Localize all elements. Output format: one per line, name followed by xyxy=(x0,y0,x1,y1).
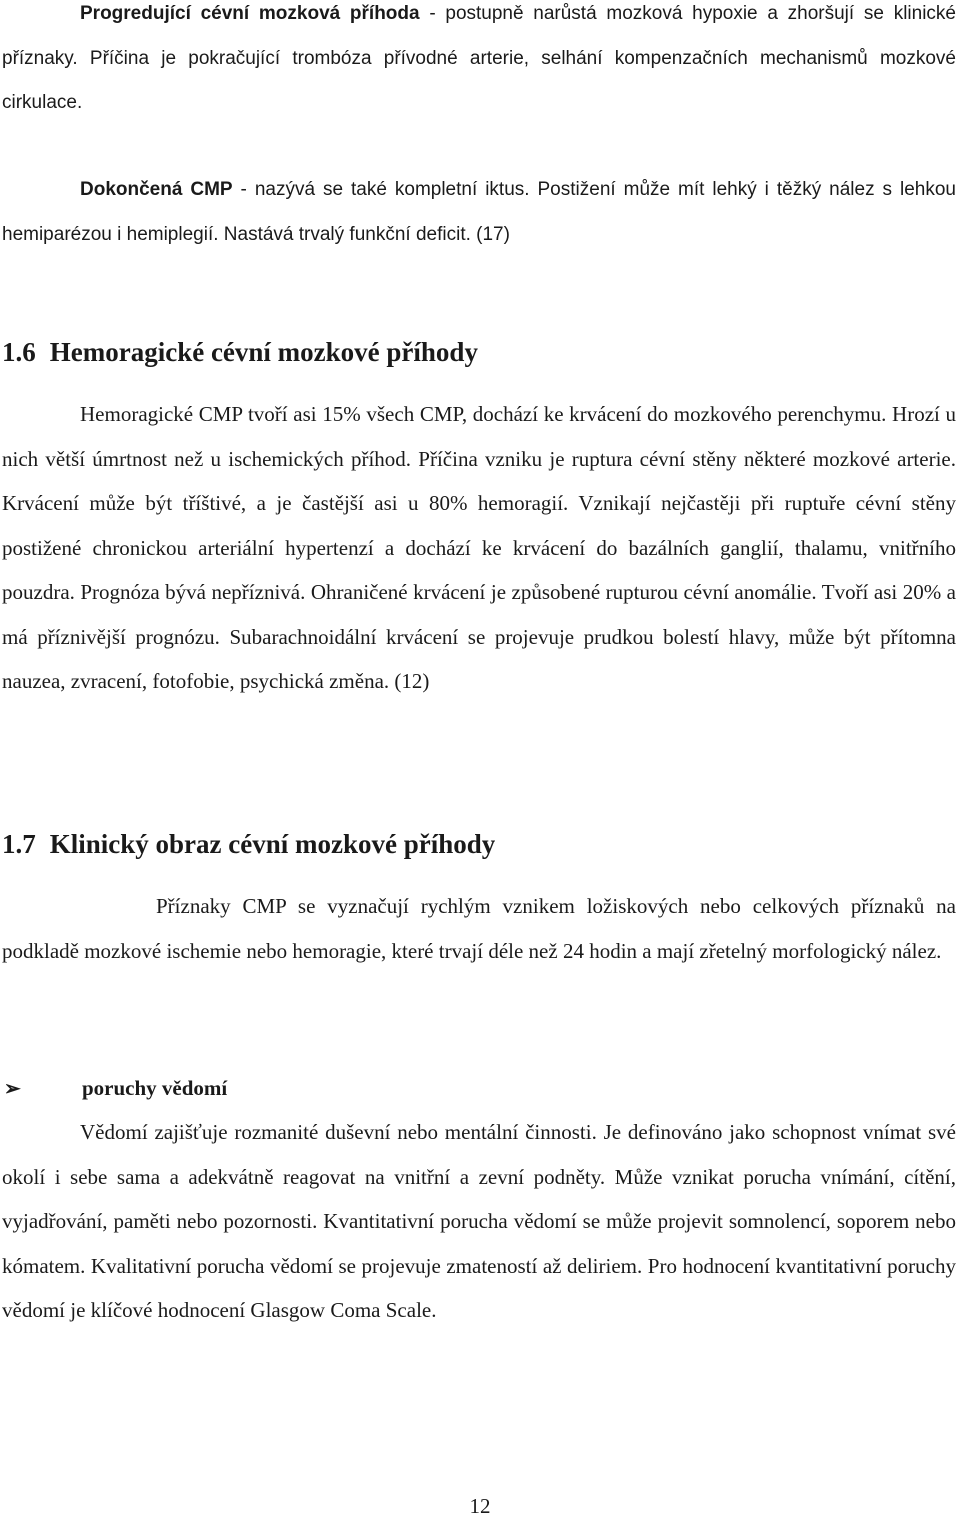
paragraph-completed-stroke xyxy=(2,168,956,257)
paragraph-clinical-picture: Příznaky CMP se vyznačují rychlým vznikem ložiskových nebo celkových příznaků na podkladě mozkové ischemie nebo hemoragie, které trvají déle než 24 hodin a mají zřetelný morfologický nález. xyxy=(2,894,956,963)
heading-title: Hemoragické cévní mozkové příhody xyxy=(49,337,478,367)
paragraph-completed-text: - nazývá se také kompletní iktus. Postižení může mít lehký i těžký nález s lehkou hemiparézou i hemiplegií. Nastává trvalý funkční deficit. (17) xyxy=(2,179,956,245)
term-progressive-stroke: Progredující cévní mozková příhoda xyxy=(80,3,420,24)
page-number: 12 xyxy=(469,1494,491,1518)
paragraph-consciousness-disorders: Vědomí zajišťuje rozmanité duševní nebo mentální činnosti. Je definováno jako schopnost vnímat své okolí i sebe sama a adekvátně reagovat na vnitřní a zevní podněty. Může vznikat porucha vnímání, cítění, vyjadřování, paměti nebo pozornosti. Kvantitativní porucha vědomí se může projevit somnolencí, soporem nebo kómatem. Kvalitativní porucha vědomí se projevuje zmateností až deliriem. Pro hodnocení kvantitativní poruchy vědomí je klíčové hodnocení Glasgow Coma Scale. xyxy=(2,1120,956,1322)
heading-section-1-7 xyxy=(2,826,495,862)
bullet-label: poruchy vědomí xyxy=(82,1075,228,1100)
bullet-heading-consciousness xyxy=(2,1070,227,1106)
paragraph-progressive-text: - postupně narůstá mozková hypoxie a zhoršují se klinické příznaky. Příčina je pokračující trombóza přívodné arterie, selhání kompenzačních mechanismů mozkové cirkulace. xyxy=(2,3,956,113)
heading-number: 1.7 xyxy=(2,829,36,859)
paragraph-hemorrhagic-stroke: Hemoragické CMP tvoří asi 15% všech CMP, dochází ke krvácení do mozkového perenchymu. Hrozí u nich větší úmrtnost než u ischemických příhod. Příčina vzniku je ruptura cévní stěny některé mozkové arterie. Krvácení může být tříštivé, a je častější asi u 80% hemoragií. Vznikají nejčastěji při ruptuře cévní stěny postižené chronickou arteriální hypertenzí a dochází ke krvácení do bazálních ganglií, thalamu, vnitřního pouzdra. Prognóza bývá nepříznivá. Ohraničené krvácení je způsobené rupturou cévní anomálie. Tvoří asi 20% a má příznivější prognózu. Subarachnoidální krvácení se projevuje prudkou bolestí hlavy, může být přítomna nauzea, zvracení, fotofobie, psychická změna. (12) xyxy=(2,402,956,693)
arrowhead-bullet-icon: ➢ xyxy=(4,1077,21,1100)
paragraph-progressive-stroke xyxy=(2,0,956,126)
term-completed-stroke: Dokončená CMP xyxy=(80,179,233,200)
heading-number: 1.6 xyxy=(2,337,36,367)
heading-section-1-6 xyxy=(2,334,478,370)
heading-title: Klinický obraz cévní mozkové příhody xyxy=(49,829,496,859)
